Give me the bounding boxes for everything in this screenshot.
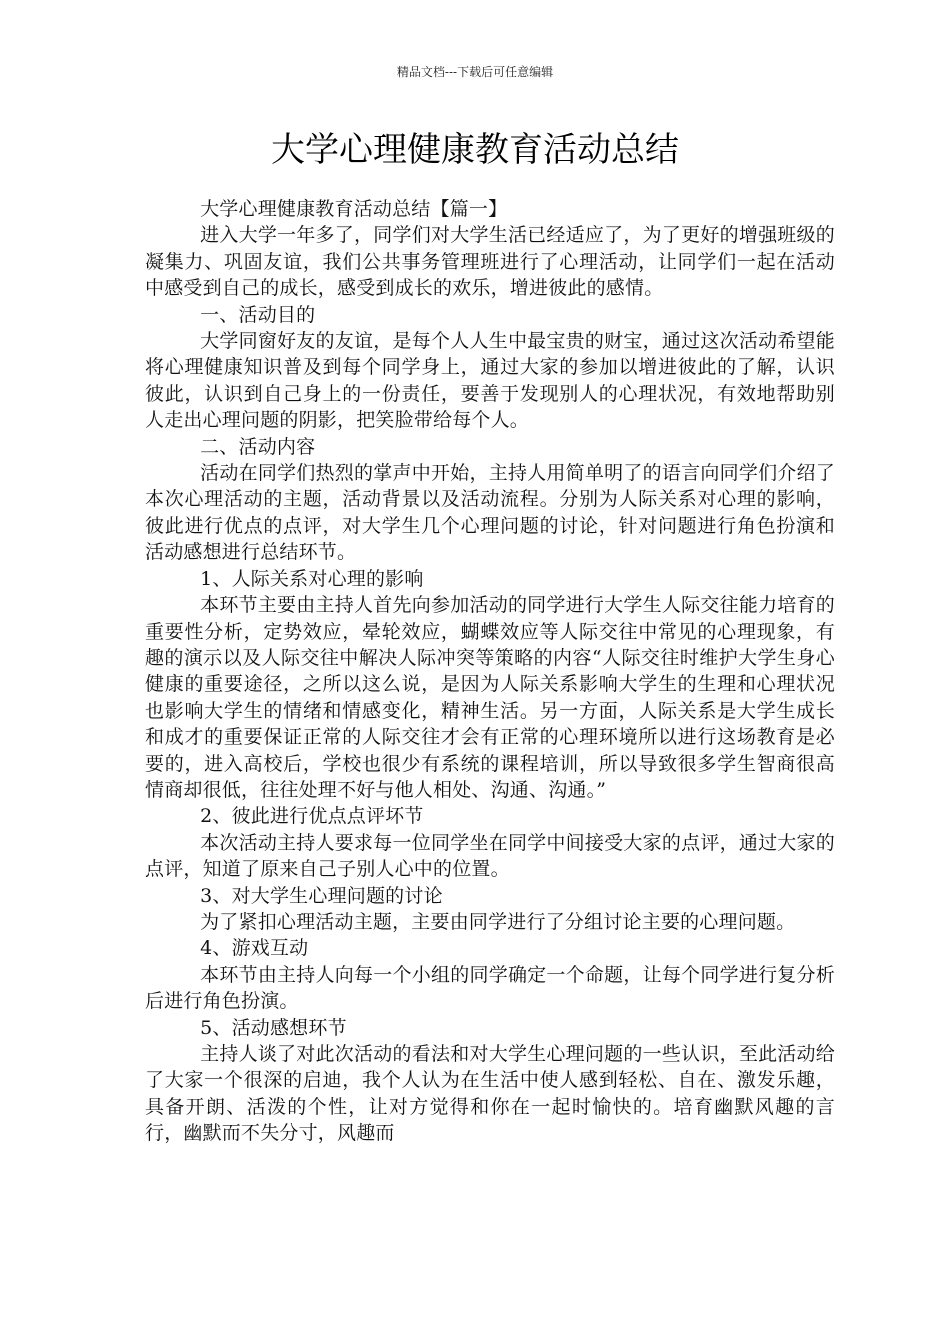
subsection-heading: 4、游戏互动 — [200, 937, 309, 960]
subsection-heading: 3、对大学生心理问题的讨论 — [200, 884, 443, 907]
body-paragraph: 为了紧扣心理活动主题，主要由同学进行了分组讨论主要的心理问题。 — [200, 910, 796, 933]
document-title: 大学心理健康教育活动总结 — [271, 130, 679, 170]
body-paragraph: 大学同窗好友的友谊，是每个人人生中最宝贵的财宝，通过这次活动希望能将心理健康知识普及到每个同学身上，通过大家的参加以增进彼此的了解，认识彼此，认识到自己身上的一份责任，要善于发现别人的心理状况，有效地帮助别人走出心理问题的阴影，把笑脸带给每个人。 — [145, 330, 835, 432]
body-paragraph: 本环节由主持人向每一个小组的同学确定一个命题，让每个同学进行复分析后进行角色扮演。 — [145, 963, 835, 1013]
body-paragraph: 活动在同学们热烈的掌声中开始，主持人用简单明了的语言向同学们介绍了本次心理活动的主题，活动背景以及活动流程。分别为人际关系对心理的影响，彼此进行优点的点评，对大学生几个心理问题的讨论，针对问题进行角色扮演和活动感想进行总结环节。 — [145, 462, 835, 564]
page-header-note: 精品文档---下载后可任意编辑 — [396, 65, 554, 79]
document-body — [145, 196, 835, 1147]
body-paragraph: 主持人谈了对此次活动的看法和对大学生心理问题的一些认识，至此活动给了大家一个很深的启迪，我个人认为在生活中使人感到轻松、自在、激发乐趣，具备开朗、活泼的个性，让对方觉得和你在一起时愉快的。培育幽默风趣的言行，幽默而不失分寸，风趣而 — [145, 1043, 835, 1145]
subsection-heading: 1、人际关系对心理的影响 — [200, 567, 424, 590]
section-heading: 二、活动内容 — [200, 435, 316, 458]
subsection-heading: 5、活动感想环节 — [200, 1016, 347, 1039]
subsection-heading: 2、彼此进行优点点评坏节 — [200, 805, 424, 828]
body-paragraph: 进入大学一年多了，同学们对大学生活已经适应了，为了更好的增强班级的凝集力、巩固友谊，我们公共事务管理班进行了心理活动，让同学们一起在活动中感受到自己的成长，感受到成长的欢乐，增进彼此的感情。 — [145, 224, 835, 300]
body-paragraph: 本次活动主持人要求每一位同学坐在同学中间接受大家的点评，通过大家的点评，知道了原来自己子别人心中的位置。 — [145, 831, 835, 881]
body-paragraph: 本环节主要由主持人首先向参加活动的同学进行大学生人际交往能力培育的重要性分析，定势效应，晕轮效应，蝴蝶效应等人际交往中常见的心理现象，有趣的演示以及人际交往中解决人际冲突等策略的内容“人际交往时维护大学生身心健康的重要途径，之所以这么说，是因为人际关系影响大学生的生理和心理状况也影响大学生的情绪和情感变化，精神生活。另一方面，人际关系是大学生成长和成才的重要保证正常的人际交往才会有正常的心理环境所以进行这场教育是必要的，进入高校后，学校也很少有系统的课程培训，所以导致很多学生智商很高情商却很低，往往处理不好与他人相处、沟通、沟通。” — [145, 594, 835, 801]
section-heading: 大学心理健康教育活动总结【篇一】 — [200, 198, 508, 220]
section-heading: 一、活动目的 — [200, 303, 316, 326]
